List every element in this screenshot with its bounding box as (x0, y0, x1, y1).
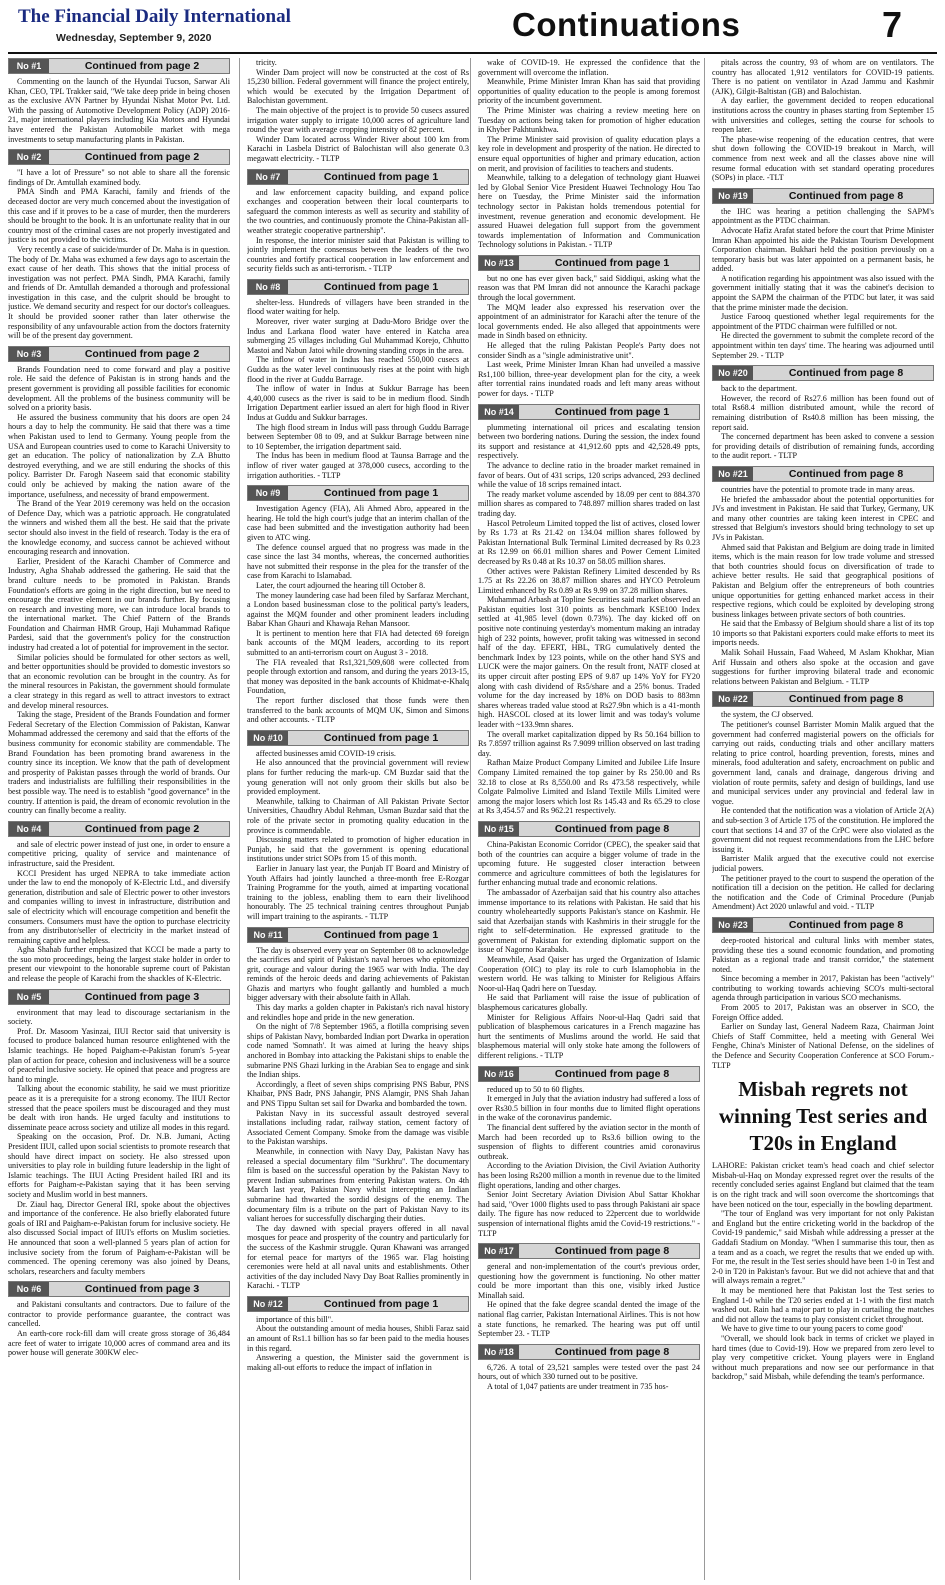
article-body (247, 749, 469, 922)
continuation-number: No #9 (248, 486, 288, 500)
article-paragraph: the system, the CJ observed. (721, 710, 814, 720)
article-body (8, 1300, 230, 1358)
continuation-number: No #18 (479, 1345, 519, 1359)
column-divider (704, 58, 705, 1580)
article-paragraph: reduced up to 50 to 60 flights. (487, 1084, 585, 1094)
continued-from-label: Continued from page 2 (84, 60, 200, 72)
article-paragraph: Earlier, President of the Karachi Chamber of Commerce and Industry, Agha Shahab addressed the gathering. He said that the brand culture needs to be promoted in Pakistan. Brands Foundation's efforts are going in the right direction, but we need to encourage the creative element in our brands further. By focusing on research and investing more, we can introduce local brands to the international market. The Chief Pattern of the Brands Foundation and Chairman HMR Group, Haji Muhammad Rafique Pardesi, said that the government's policy for the construction industry had created a lot of potential for improvement in the sector. (8, 556, 230, 653)
article-paragraph: The Indus has been in medium flood at Taunsa Barrage and the inflow of river water gauged at 378,000 cusecs, according to the irrigation authorities. - TLTP (247, 451, 469, 480)
article-paragraph: back to the department. (721, 384, 797, 394)
continuation-number: No #13 (479, 256, 519, 270)
continuation-number: No #21 (713, 467, 753, 481)
article-paragraph: In response, the interior minister said that Pakistan is willing to jointly implement the consensus between the leaders of the two countries and fortify practical cooperation in law enforcement and security fields such as anti-terrorism. - TLTP (247, 235, 469, 274)
article-paragraph: The day is observed every year on September 08 to acknowledge the sacrifices and spirit of Pakistan's naval heroes who epitomized grit, courage and valour during the 1965 war with India. The day reminds of the heroic deeds and daring achievements of Pakistan Ghazis and martyrs who fought gallantly and humbled a much bigger adversary with their absolute faith in Allah. (247, 945, 469, 1003)
article-paragraph: Hascol Petroleum Limited topped the list of actives, closed lower by Rs 1.73 at Rs 21.42 on 134.04 million shares followed by Pakistan International Bulk Terminal Limited decreased by Rs 0.23 at Rs 12.99 on 66.01 million shares and Power Cement Limited decreased by Rs 0.48 at Rs 10.37 on 58.05 million shares. (478, 518, 700, 566)
article-paragraph: A total of 1,047 patients are under treatment in 735 hos- (487, 1382, 669, 1392)
article-paragraph: Meanwhile, Prime Minister Imran Khan has said that providing opportunities of quality education to the people is among foremost priority of the incumbent government. (478, 77, 700, 106)
article-body (478, 1262, 700, 1339)
article-paragraph: The ambassador of Azerbaijan said that his country also attaches immense importance to its relations with Pakistan. He said that his country wholeheartedly supports Pakistan's stance on Kashmir. He said that Azerbaijan stands with Kashmiris in their struggle for the right to self-determination. He expressed gratitude to the government of Pakistan for extending diplomatic support on the issue of Nagorno Karabakh. (478, 887, 700, 955)
continuation-article (247, 485, 469, 725)
article-body (8, 365, 230, 816)
continuation-article (712, 691, 934, 911)
continuation-number: No #22 (713, 692, 753, 706)
continued-from-label: Continued from page 1 (554, 405, 670, 418)
article-paragraph: Pakistan Navy in its successful assault destroyed several installations including radar, railway station, cement factory of Associated Cement Company. Smoke from the damage was visible to the Pakistan warships. (247, 1108, 469, 1147)
article-paragraph: Answering a question, the Minister said the government is making all-out efforts to reduce the impact of inflation in (247, 1353, 469, 1372)
article-paragraph: This day marks a golden chapter in Pakistan's rich naval history and rekindles hope and pride in the new generation. (247, 1003, 469, 1022)
article-body (478, 58, 700, 250)
article-paragraph: The FIA revealed that Rs1,321,509,608 were collected from people through extortion and ransom, and during the years 2013-15, that money was deposited in the bank accounts of Khidmat-e-Khalq Foundation, (247, 657, 469, 696)
article-paragraph: Last week, Prime Minister Imran Khan had unveiled a massive Rs1,100 billion, three-year development plan for the city, a week after torrential rains inundated roads and left many areas without power for days. - TLTP (478, 360, 700, 398)
continued-from-label: Continued from page 2 (84, 151, 200, 164)
article-paragraph: pitals across the country, 93 of whom are on ventilators. The country has allocated 1,912 ventilators for COVID-19 patients. There is no patient on ventilator in Azad Jammu and Kashmir (AJK), Gilgit-Baltistan (GB) and Balochistan. (712, 58, 934, 96)
issue-date: Wednesday, September 9, 2020 (56, 32, 212, 44)
continuation-number: No #16 (479, 1067, 519, 1081)
continued-from-label: Continued from page 8 (788, 189, 904, 202)
continued-from-label: Continued from page 1 (323, 928, 439, 941)
article-paragraph: From 2005 to 2017, Pakistan was an observer in SCO, the Foreign Office added. (712, 1003, 934, 1022)
continuation-number: No #1 (9, 59, 49, 73)
continuation-number: No #7 (248, 170, 288, 184)
continuation-article (478, 1243, 700, 1339)
article-paragraph: Meanwhile, in connection with Navy Day, Pakistan Navy has released a special documentary film "Surkhru". The documentary film is based on the successful operation by the Pakistan Navy to prevent Indian submarines from entering Pakistan waters. On 4th March last year, Pakistan Navy whilst intercepting an Indian submarine had thwarted the sordid designs of the enemy. The documentary film is a tribute on the part of Pakistan Navy to its valiant heroes for successfully discharging their duties. (247, 1146, 469, 1224)
article-paragraph: Discussing matters related to promotion of higher education in Punjab, he said that the government is opening educational institutions under strict SOPs from 15 of this month. (247, 835, 469, 864)
article-paragraph: Taking the stage, President of the Brands Foundation and former Federal Secretary of the Election Commission of Pakistan, Kanwar Mohammad addressed the ceremony and said that the efforts of the business community for economic stability are commendable. The Brand Foundation has been promoting brand awareness in the country since its inception. We know that the path of development and prosperity of Pakistan passes through the world of brands. Our traders and industrialists are fulfilling their responsibilities in the best possible way. The need is to establish "good governance" in the country. If attention is paid, the dream of economic revolution in the country can finally become a reality. (8, 710, 230, 816)
continuation-header (8, 58, 230, 74)
article-paragraph: The report further disclosed that those funds were then transferred to the bank accounts of MQM UK, Simon and Simons and other accounts. - TLTP (247, 696, 469, 725)
continuation-header (712, 365, 934, 381)
continuation-number: No #20 (713, 366, 753, 380)
article-paragraph: The Prime Minister was chairing a review meeting here on Tuesday on actions being taken for promotion of higher education in Khyber Pakhtunkhwa. (478, 105, 700, 135)
continuation-article (247, 279, 469, 480)
continuation-header (8, 1281, 230, 1297)
continued-from-label: Continued from page 1 (323, 487, 439, 500)
article-body (712, 936, 934, 1070)
feature-paragraph: It may be mentioned here that Pakistan lost the Test series to England 1-0 while the T20 series ended at 1-1 with the first match washed out. Rain had a major part to play in curtailing the matches and did not allow the teams to play consistent cricket throughout. (712, 1285, 934, 1324)
continuation-header (8, 821, 230, 837)
continuation-article (8, 821, 230, 984)
article-paragraph: A day earlier, the government decided to reopen educational institutions across the country in phases starting from September 15 with universities and colleges, setting the course for schools to reopen later. (712, 96, 934, 135)
article-paragraph: China-Pakistan Economic Corridor (CPEC), the speaker said that both of the countries can acquire a bigger volume of trade in the upcoming future. He suggested closer interaction between commerce and agriculture committees of both the legislatures for further enhancing mutual trade and economic relations. (478, 839, 700, 888)
article-paragraph: About the outstanding amount of media houses, Shibli Faraz said an amount of Rs1.1 billion has so far been paid to the media houses in this regard. (247, 1324, 469, 1353)
continuation-header (478, 1243, 700, 1259)
article-body (478, 274, 700, 399)
article-body (8, 840, 230, 984)
article-paragraph: The concerned department has been asked to convene a session for providing details of distribution of remaining funds, according to the audit report. - TLTP (712, 432, 934, 461)
continuation-header (478, 1066, 700, 1082)
article-body (247, 504, 469, 725)
article-body (8, 1008, 230, 1277)
continuation-number: No #8 (248, 280, 288, 294)
feature-article (712, 1076, 934, 1382)
article-paragraph: On the night of 7/8 September 1965, a flotilla comprising seven ships of Pakistan Navy, bombarded Indian port Dwarka in operation code named 'Somnath'. It was aimed at luring the heavy ships anchored in Bombay into attacking the Pakistani ships to enable the submarine PNS Ghazi lurking in the Arabian Sea to engage and sink the Indian ships. (247, 1022, 469, 1080)
article-body (247, 298, 469, 480)
article-body (8, 168, 230, 341)
continued-from-label: Continued from page 8 (788, 467, 904, 480)
article-paragraph: The high flood stream in Indus will pass through Guddu Barrage between September 08 to 09, and at Sukkur Barrage between nine to 10 September, the irrigation department said. (247, 422, 469, 451)
article-body (247, 58, 469, 164)
continuation-article (247, 1296, 469, 1373)
article-paragraph: The main objective of the project is to provide 50 cusecs assured irrigation water supply to irrigate 10,000 acres of agriculture land round the year with average cropping intensity of 82 percent. (247, 105, 469, 135)
article-paragraph: Other actives were Pakistan Refinery Limited descended by Rs 1.75 at Rs 22.26 on 38.87 million shares and HYCO Petroleum Limited enhanced by Rs 0.89 at Rs 9.99 on 37.28 million shares. (478, 566, 700, 595)
continuation-header (247, 279, 469, 295)
continuation-article (478, 58, 700, 250)
continuation-number: No #5 (9, 990, 49, 1004)
continuation-header (8, 989, 230, 1005)
article-paragraph: 6,726. A total of 23,521 samples were tested over the past 24 hours, out of which 330 turned out to be positive. (478, 1362, 700, 1382)
continued-from-label: Continued from page 1 (554, 256, 670, 269)
article-paragraph: Meanwhile, talking to Chairman of All Pakistan Private Sector Universities, Chaudhry Abdul Rehman, Usman Buzdar said that the role of the private sector in promoting quality education in the province is commendable. (247, 796, 469, 835)
article-paragraph: Later, the court adjourned the hearing till October 8. (256, 580, 426, 590)
column-3 (478, 58, 700, 1582)
article-paragraph: He opined that the fake degree scandal dented the image of the national flag carrier, Pakistan International Airlines. This is not how a state functions, he remarked. The hearing was put off until September 23. - TLTP (478, 1300, 700, 1339)
column-1 (8, 58, 230, 1582)
continuation-header (712, 691, 934, 707)
article-paragraph: Advocate Hafiz Arafat stated before the court that Prime Minister Imran Khan appointed his aide the Pakistan Tourism Development Corporation chairman. Bukhari held the position previously on a temporary basis but was later appointed on a permanent basis, he added. (712, 225, 934, 274)
continuation-number: No #4 (9, 822, 49, 836)
article-paragraph: The defence counsel argued that no progress was made in the case since the last 34 months, whereas, the concerned authorities have not submitted their response in the plea for the transfer of the case from Karachi to Islamabad. (247, 542, 469, 581)
continued-from-label: Continued from page 1 (323, 1297, 439, 1310)
continuation-number: No #11 (248, 928, 288, 942)
continuation-article (8, 58, 230, 144)
article-paragraph: The Prime Minister said provision of quality education plays a key role in development and prosperity of the nation. He directed to ensure equal opportunities of higher and primary education, action on merit, and provision of facilities to teachers and students. (478, 134, 700, 173)
article-paragraph: Dr. Ziaul haq, Director General IRI, spoke about the objectives and importance of the conference. He also briefly elaborated future goals of IRI and Paigham-e-Pakistan forum for inclusive society. He also discussed Social impact of IIUI's efforts on Muslim societies. He announced that soon a well-planned 5 years plan of action for inclusive society from the forum of Paigham-e-Pakistan will be commenced. The opening ceremony was also joined by Deans, scholars, researchers and faculty members (8, 1199, 230, 1276)
article-paragraph: The inflow of water in Indus has reached 550,000 cusecs at Guddu as the water level continuously rises at the point with high flood in the river at Guddu Barrage. (247, 355, 469, 384)
continuation-article (712, 58, 934, 183)
continuation-header (247, 1296, 469, 1312)
article-paragraph: The petitioner's counsel Barrister Momin Malik argued that the government had conferred magisterial powers on the officials for carrying out raids, conducting trials and other ancillary matters relating to price control, hoarding prevention, forests, mines and minerals, food adulteration and safety, encroachment on public and government land, canals and drainage, dangerous driving and violation of route permits, safety and design of buildings, land use and municipal services under any provincial and federal law in vogue. (712, 720, 934, 806)
article-paragraph: Ahmed said that Pakistan and Belgium are doing trade in limited items, which is the main reason for low trade volume and stressed that both countries should focus on diversification of trade to achieve better results. He said that geographical positions of Pakistan and Belgium offer the entrepreneurs of both countries unique opportunities for getting enhanced market access in their respective regions, which could be exploited by developing strong business linkages between private sectors of both countries. (712, 542, 934, 619)
article-paragraph: The day dawned with special prayers offered in all naval mosques for peace and prosperity of the country and particularly for the success of the Kashmir struggle. Quran Khawani was arranged for eternal peace for martyrs of the 1965 war. Flag hoisting ceremonies were held at all naval units and establishments. Other activities of the day included Navy Day Boat Rallies prominently in Karachi. - TLTP (247, 1223, 469, 1291)
continuation-number: No #23 (713, 918, 753, 932)
article-paragraph: The money laundering case had been filed by Sarfaraz Merchant, a London based businessman close to the political party's leaders, against the MQM founder and other prominent leaders including Babar Khan Ghauri and Khawaja Rehan Mansoor. (247, 590, 469, 629)
continuation-header (8, 346, 230, 362)
continuation-header (478, 255, 700, 271)
continued-from-label: Continued from page 2 (84, 822, 200, 835)
feature-paragraph: "The tour of England was very important for not only Pakistan and England but the entire cricketing world in the backdrop of the Covid-19 pandemic," said Misbah while addressing a presser at the Gaddafi Stadium on Monday. "When I summarise this tour, then as a team and as a coach, we regret the results that we ended up with. For me, the result in the Test series should have been 1-0 in Test and 2-0 in T20 in Pakistan's favour. But we did not achieve that and that will always remain a regret." (712, 1209, 934, 1286)
page-number: 7 (882, 4, 903, 45)
article-paragraph: He contended that the notification was a violation of Article 2(A) and sub-section 3 of Article 175 of the constitution. He implored the court that sections 14 and 37 of the CrPC were also violated as the government did not request recommendations from the LHC before issuing it. (712, 806, 934, 854)
continuation-article (247, 730, 469, 922)
continued-from-label: Continued from page 2 (84, 347, 200, 360)
article-paragraph: environment that may lead to discourage sectarianism in the society. (8, 1007, 230, 1027)
continuation-header (247, 169, 469, 185)
article-paragraph: The petitioner prayed to the court to suspend the operation of the notification till a decision on the petition. He called for declaring the notification and the Code of Criminal Procedure (Punjab Amendment) Act 2020 unlawful and void. - TLTP (712, 873, 934, 912)
continuation-header (478, 821, 700, 837)
continuation-number: No #19 (713, 189, 753, 203)
article-body (247, 1315, 469, 1373)
continuation-header (247, 485, 469, 501)
continued-from-label: Continued from page 8 (554, 1345, 670, 1358)
article-paragraph: Meanwhile, Asad Qaiser has urged the Organization of Islamic Cooperation (OIC) to play its role to curb Islamophobia in the western world. He was talking to Minister for Religious Affairs Noor-ul-Haq Qadri here on Tuesday. (478, 955, 700, 993)
article-paragraph: Barrister Malik argued that the executive could not exercise judicial powers. (712, 854, 934, 873)
article-body (247, 188, 469, 274)
continuation-number: No #15 (479, 822, 519, 836)
continuation-article (712, 917, 934, 1070)
article-paragraph: Senior Joint Secretary Aviation Division Abul Sattar Khokhar had said, "Over 1000 flights used to pass through Pakistani air space daily. The figure has now reduced to 22percent due to worldwide suspension of international flights amid the Covid-19 restrictions." - TLTP (478, 1190, 700, 1238)
article-body (712, 207, 934, 361)
article-paragraph: Moreover, river water surging at Dadu-Moro Bridge over the Indus and Larkana flood water have entered in Katcha area submerging 25 villages including Gul Muhammad Korejo, Chhutto Mastoi and Nabun Jatoi while drowning standing crops in the area. (247, 317, 469, 355)
article-paragraph: The ready market volume ascended by 18.09 per cent to 884.370 million shares as compared to 748.897 million shares traded on last trading day. (478, 489, 700, 518)
column-divider (470, 58, 471, 1580)
continuation-header (712, 917, 934, 933)
article-paragraph: Muhammad Arbash at Topline Securities said market observed an Pakistan equities lost 310 points as benchmark KSE100 Index settled at 41,985 level (down 0.73%). The day kicked off on positive note continuing yesterday's momentum making an intraday high of 232 points, however, profit taking was witnessed in second half of the day. EFERT, HBL, TRG cumulatively dented the benchmark Index by 123 points, while on the other hand SYS and LUCK were the major gainers. On the result front, NATF closed at its upper circuit after posting EPS of 9.87 up 14% YoY for FY20 along with cash dividend of Rs5/share and a 25% bonus. Traded volume for the day increased by 18% on DOD basis to 883mn shares whereas traded value stood at Rs27.9bn which is a 41-month high. HASCOL closed at its lower limit and was today's volume leader with ~133.9mn shares. (478, 595, 700, 729)
article-paragraph: and Pakistani consultants and contractors. Due to failure of the contractor to provide performance guarantee, the contract was cancelled. (8, 1300, 230, 1329)
article-paragraph: An earth-core rock-fill dam will create gross storage of 36,484 acre feet of water to irrigate 10,000 acres of command area and its power house will generate 300KW elec- (8, 1329, 230, 1358)
article-paragraph: affected businesses amid COVID-19 crisis. (256, 748, 396, 758)
column-4-articles (712, 58, 934, 1070)
article-paragraph: Rafhan Maize Product Company Limited and Jubilee Life Insure Company Limited remained the top gainer by Rs 250.00 and Rs 32.18 to close at Rs 8,550.00 and Rs 473.58 respectively, while Colgate Palmolive Limited and Island Textile Mills Limited were among the major losers which lost Rs 145.43 and Rs 65.29 to close at Rs 3,454.57 and Rs 962.21 respectively. (478, 758, 700, 816)
continued-from-label: Continued from page 8 (554, 1067, 670, 1080)
continuation-article (478, 404, 700, 816)
article-paragraph: Investigation Agency (FIA), Ali Ahmed Abro, appeared in the hearing. He told the high court's judge that an interim challan of the case had been submitted and the investigation authority had been given to ATC wing. (247, 504, 469, 542)
article-paragraph: Justice Farooq questioned whether legal requirements for the appointment of the PTDC chairman were fulfilled or not. (712, 312, 934, 331)
article-paragraph: Commenting on the launch of the Hyundai Tucson, Sarwar Ali Khan, CEO, TPL Trakker said, "We take deep pride in being chosen as the exclusive AVN Partner by Hyundai Nishat Motor Pvt. Ltd. With the passing of Automotive Development Policy (ADP) 2016-21, major international players including Kia Motors and Hyundai have entered the Pakistan Automobile market with mega investments to setup manufacturing plants in Pakistan. (8, 77, 230, 144)
article-paragraph: He also announced that the provincial government will review plans for further reducing the mark-up. CM Buzdar said that the young generation will not only groom their skills but also be provided employment. (247, 758, 469, 797)
article-paragraph: Since becoming a member in 2017, Pakistan has been "actively" contributing to working towards achieving SCO's multi-sectoral agenda through participation in various SCO mechanisms. (712, 974, 934, 1003)
column-2 (247, 58, 469, 1582)
article-paragraph: Accordingly, a fleet of seven ships comprising PNS Babur, PNS Khaibar, PNS Badr, PNS Jahangir, PNS Alamgir, PNS Shah Jahan and PNS Tippu Sultan set sail for Dwarka and bombarded the town. (247, 1079, 469, 1108)
continuation-number: No #2 (9, 150, 49, 164)
article-paragraph: Brands Foundation need to come forward and play a positive role. He said the defence of Pakistan is in strong hands and the present government is providing all possible facilities for economic development. All the problems of the business community will be solved on a priority basis. (8, 364, 230, 413)
article-body (478, 840, 700, 1061)
article-body (712, 485, 934, 686)
article-body (712, 384, 934, 461)
continuation-number: No #12 (248, 1297, 288, 1311)
article-paragraph: plummeting international oil prices and escalating tension between two bordering nations. During the session, the index found its support and resistance at 41,912.60 ppts and 42,528.49 ppts, respectively. (478, 422, 700, 461)
article-paragraph: Prof. Dr. Masoom Yasinzai, IIUI Rector said that university is focused to produce balanced human resource enlightened with the Islamic teachings. He hoped Paigham-e-Pakistan forum's 5-year plan of action for peace, cohesion and inclusiveness will be a source of peaceful inclusive society. He opined that peace and progress are hand to mingle. (8, 1026, 230, 1084)
continuation-article (8, 149, 230, 341)
article-paragraph: importance of this bill". (256, 1314, 334, 1324)
article-paragraph: Winder Dam located across Winder River about 100 km from Karachi in Lasbela District of Balochistan will also generate 0.3 megawatt electricity. - TLTP (247, 134, 469, 163)
article-paragraph: Earlier on Sunday last, General Nadeem Raza, Chairman Joint Chiefs of Staff Committee, held a meeting with General Wei Fenghe, China's Minister of National Defense, on the sidelines of the Defence and Security Cooperation Conference at SCO Forum.- TLTP (712, 1022, 934, 1070)
feature-paragraph: We have to give time to our young pacers to come good' (721, 1324, 904, 1334)
continuation-article (712, 466, 934, 686)
continuation-article (247, 58, 469, 164)
article-paragraph: countries have the potential to promote trade in many areas. (721, 484, 915, 494)
article-paragraph: The inflow of water in Indus at Sukkur Barrage has been 4,40,000 cusecs as the river is said to be in medium flood. Sindh Irrigation Department earlier issued an alert for high flood in River Indus at Guddu and Sukkur barrages. (247, 384, 469, 422)
continuation-header (247, 927, 469, 943)
masthead-rule (8, 52, 937, 54)
article-body (712, 58, 934, 183)
continuation-article (247, 927, 469, 1291)
continued-from-label: Continued from page 8 (788, 693, 904, 706)
newspaper-name: The Financial Daily International (18, 6, 291, 27)
article-body (8, 77, 230, 144)
article-paragraph: but no one has ever given back," said Siddiqui, asking what the reason was that PM Imran did not announce the Karachi package through the local government. (478, 273, 700, 303)
article-paragraph: Talking about the economic stability, he said we must prioritize peace as it is a prerequisite for a strong economy. The IIUI Rector stressed that the peace spoilers must be discouraged and they must be dealt with iron hands. He urged faculty and institutions to disseminate peace across society and utilize all modes in this regard. (8, 1084, 230, 1132)
article-body (478, 423, 700, 816)
article-paragraph: Malik Sohail Hussain, Faad Waheed, M Aslam Khokhar, Mian Arif Hussain and others also spoke at the occasion and gave suggestions for further improving bilateral trade and economic relations between Pakistan and Belgium. - TLTP (712, 648, 934, 686)
continuation-header (712, 466, 934, 482)
continuation-article (478, 1066, 700, 1239)
continuation-number: No #6 (9, 1282, 49, 1296)
feature-headline: Misbah regrets not winning Test series and T20s in England (718, 1077, 928, 1156)
continuation-article (8, 989, 230, 1277)
article-paragraph: The MQM leader also expressed his reservation over the appointment of an administrator for Karachi after the tenure of the local governments ended. He also alleged that appointments were made in Sindh based on ethnicity. (478, 302, 700, 341)
article-paragraph: According to the Aviation Division, the Civil Aviation Authority has been losing Rs200 million a month in revenue due to the limited flight operations, landing and other charges. (478, 1161, 700, 1190)
article-body (712, 710, 934, 911)
continuation-article (247, 169, 469, 274)
continued-from-label: Continued from page 8 (788, 918, 904, 931)
article-paragraph: tricity. (256, 58, 277, 67)
continued-from-label: Continued from page 8 (554, 1245, 670, 1258)
article-paragraph: Speaking on the occasion, Prof. Dr. N.B. Jumani, Acting President IIUI, called upon social scientists to promote research that should have direct impact on society. He also stressed upon universities to play role in building future leadership in the light of Islamic teachings. The IIUI Acting President hailed IRI and its efforts for Paigham-e-Pakistan saying that it has been serving society and Muslim world in best manners. (8, 1132, 230, 1199)
article-paragraph: It is pertinent to mention here that FIA had detected 69 foreign bank accounts of the MQM leaders, according to its report submitted to an anti-terrorism court on August 3 - 2018. (247, 628, 469, 658)
continuation-header (712, 188, 934, 204)
article-body (247, 946, 469, 1291)
article-paragraph: Agha Shahab further emphasized that KCCI be made a party to the suo moto proceedings, being the largest stake holder in order to present our viewpoint to the honorable supreme court of Pakistan and release the people of Karachi from the shackles of K-Electric. (8, 945, 230, 984)
continuation-number: No #17 (479, 1244, 519, 1258)
continued-from-label: Continued from page 8 (554, 822, 670, 835)
article-paragraph: Similar policies should be formulated for other sectors as well, and better opportunities should be provided to domestic investors so that an economic revolution can be brought in the country. As for the mineral resources in Pakistan, the government should formulate a clear strategy in this regard as well to attract investors to extract and develop mineral resources. (8, 652, 230, 710)
continuation-number: No #3 (9, 347, 49, 361)
article-paragraph: wake of COVID-19. He expressed the confidence that the government will overcome the inflation. (478, 58, 700, 77)
article-paragraph: Meanwhile, talking to a delegation of technology giant Huawei led by Global Senior Vice President Huawei Technology Hou Tao here on Tuesday, the Prime Minister said the information technology sector in Pakistan holds tremendous potential for investment, revenue generation and economic development. He assured Huawei delegation full support from the government towards implementation of Information and Communication Technology solutions in Pakistan. - TLTP (478, 173, 700, 250)
article-paragraph: Earlier in January last year, the Punjab IT Board and Ministry of Youth Affairs had jointly launched a three-month free E-Rozgar Training Programme for the youth, aimed at imparting vocational training to the jobless, enabling them to earn their livelihood honourably. The 25 technical training centres throughout Punjab will impart training to the aspirants. - TLTP (247, 863, 469, 921)
continuation-header (247, 730, 469, 746)
continuation-header (8, 149, 230, 165)
section-title: Continuations (512, 6, 741, 43)
article-paragraph: Winder Dam project will now be constructed at the cost of Rs 15,230 billion. Federal government will finance the project entirely, which would be executed by the Irrigation Department of Balochistan government. (247, 67, 469, 106)
article-paragraph: The Brand of the Year 2019 ceremony was held on the occasion of Defence Day, which was a patriotic approach. He congratulated the winners and wished them all the best. He said that the private sector should also invest in the field of research. Today is the era of the knowledge economy, and success cannot be achieved without encouraging research and innovation. (8, 499, 230, 557)
continuation-header (478, 1344, 700, 1360)
article-paragraph: deep-rooted historical and cultural links with member states, providing these ties a sound economic foundation, and promoting Pakistan as a regional trade and transit corridor," the statement noted. (712, 935, 934, 974)
article-paragraph: and law enforcement capacity building, and expand police exchanges and cooperation between their local counterparts to safeguard the common interests as well as security and stability of the two countries, and continuously promote the China-Pakistan all-weather strategic cooperative partnership". (247, 187, 469, 235)
article-paragraph: He assured the business community that his doors are open 24 hours a day to help the community. He said that there was a time when Pakistan used to lend to Germany. Young people from the USA and European countries used to come to Karachi University to get an education. The policy of nationalization by Z.A Bhutto destroyed everything, and we are still enduring the shocks of this policy. Barrister Dr. Farogh Naseem said that economic stability could only be achieved by making the nation aware of the importance, usefulness, and necessity of brand empowerment. (8, 412, 230, 499)
article-paragraph: The overall market capitalization dipped by Rs 50.164 billion to Rs 7.8597 trillion against Rs 7.9099 trillion observed on last trading day. (478, 729, 700, 758)
continued-from-label: Continued from page 1 (323, 280, 439, 293)
article-paragraph: general and non-implementation of the court's previous order, questioning how the government is functioning. No other matter could be more important than this one, visibly irked Justice Minallah said. (478, 1262, 700, 1300)
article-paragraph: The phase-wise reopening of the education centres, that were shut down following the COVID-19 breakout in March, will commence from next week and all the classes above nine will resume formal education with set standard operating procedures (SOPs) in place. -TLT (712, 134, 934, 183)
article-paragraph: "I have a lot of Pressure" so not able to share all the forensic findings of Dr. Amtullah examined body. (8, 168, 230, 187)
continued-from-label: Continued from page 3 (84, 990, 200, 1003)
article-paragraph: the IHC was hearing a petition challenging the SAPM's appointment as the PTDC chairman. (712, 206, 934, 226)
continuation-article (8, 1281, 230, 1358)
article-body (478, 1363, 700, 1392)
continuation-header (478, 404, 700, 420)
article-paragraph: KCCI President has urged NEPRA to take immediate action under the law to end the monopoly of K-Electric Ltd., and diversify generation, distribution and sale of Electric power to other investors and companies willing to invest in infrastructure, distribution and sale of electricity which will encourage competition and benefit the consumers. Consumers must have the option to purchase electricity from any distributor/seller of electricity in the market instead of remaining captive and helpless. (8, 868, 230, 945)
article-paragraph: He said that the Embassy of Belgium should share a list of its top 10 imports so that Pakistani exporters could make efforts to meet its imports needs. (712, 619, 934, 648)
article-paragraph: shelter-less. Hundreds of villagers have been stranded in the flood water waiting for help. (247, 297, 469, 317)
continuation-article (712, 365, 934, 461)
column-divider (239, 58, 240, 1580)
continuation-article (8, 346, 230, 816)
continuation-number: No #10 (248, 731, 288, 745)
article-body (478, 1085, 700, 1239)
article-paragraph: However, the record of Rs27.6 million has been found out of total Rs68.4 million distributed amount, while the record of remaining distribution of Rs40.8 million has been missing, the report said. (712, 393, 934, 432)
article-paragraph: He said that Parliament will raise the issue of publication of blasphemous caricatures globally. (478, 993, 700, 1013)
article-paragraph: He briefed the ambassador about the potential opportunities for JVs and investment in Pakistan. He said that Turkey, Germany, UK and many other countries are taking keen interest in CPEC and stressed that Belgium's investors should bring technology to set up JVs in Pakistan. (712, 494, 934, 542)
continued-from-label: Continued from page 8 (788, 367, 904, 380)
feature-paragraph: "Overall, we should look back in terms of cricket we played in hard times (due to Covid-19). How we prepared from zero level to play very competitive cricket. Young players were in England without much preparations and now see our performance in that backdrop," said Misbah, while defending the team's performance. (712, 1333, 934, 1382)
article-paragraph: A notification regarding his appointment was also issued with the government initially stating that it was the cabinet's decision to appoint the SAPM the chairman of the PTDC but later, it was said that the prime minister made the decision. (712, 273, 934, 312)
continuation-number: No #14 (479, 405, 519, 419)
article-paragraph: The financial dent suffered by the aviation sector in the month of March had been recorded up to Rs3.6 billion owing to the suspension of flights to different countries amid coronavirus outbreak. (478, 1122, 700, 1161)
column-4 (712, 58, 934, 1582)
feature-paragraph: LAHORE: Pakistan cricket team's head coach and chief selector Misbah-ul-Haq on Monday expressed regret over the results of the recently concluded series against England but claimed that the team is on the right track and will soon overcome the shortcomings that have been noticed on the tour, especially in the bowling department. (712, 1161, 934, 1209)
article-paragraph: He alleged that the ruling Pakistan People's Party does not consider Sindh as a "single administrative unit". (478, 341, 700, 360)
article-paragraph: It emerged in July that the aviation industry had suffered a loss of over Rs30.5 billion in four months due to limited flight operations in the wake of the coronavirus pandemic. (478, 1094, 700, 1123)
continued-from-label: Continued from page 1 (323, 170, 439, 183)
masthead (0, 0, 945, 50)
article-paragraph: Minister for Religious Affairs Noor-ul-Haq Qadri said that publication of blasphemous caricatures in a French magazine has hurt the sentiments of Muslims around the world. He said that blasphemous material will only stoke hate among the followers of different religions. - TLTP (478, 1012, 700, 1060)
article-paragraph: and sale of electric power instead of just one, in order to ensure a competitive pricing, quality of service and maintenance of infrastructure, said the President. (8, 839, 230, 868)
continued-from-label: Continued from page 3 (84, 1283, 200, 1296)
article-paragraph: He directed the government to submit the complete record of the appointment within ten days' time. The hearing was adjourned until September 29. - TLTP (712, 331, 934, 360)
feature-body (712, 1161, 934, 1382)
article-paragraph: Very recently a case of suicide/murder of Dr. Maha is in question. The body of Dr. Maha was exhumed a few days ago to ascertain the exact cause of her death. This shows that the initial process of investigation was not perfect. PMA Sindh, PMA Karachi, family and friends of Dr. Amtullah demanded a thorough and professional investigation in this case, and the culprit should be brought to justice. We demand security and respect for our doctor's colleagues. It should be provided sooner rather than later otherwise the responsibility of any unfavourable action from the doctors fraternity will be of the present day government. (8, 244, 230, 341)
continuation-article (478, 821, 700, 1061)
article-paragraph: The advance to decline ratio in the broader market remained in favor of bears. Out of 431 scrips, 120 scrips advanced, 293 declined while the value of 18 scrips remained intact. (478, 460, 700, 490)
continuation-article (478, 1344, 700, 1392)
continued-from-label: Continued from page 1 (323, 731, 439, 744)
continuation-article (478, 255, 700, 399)
continuation-article (712, 188, 934, 361)
article-paragraph: PMA Sindh and PMA Karachi, family and friends of the deceased doctor are very much concerned about the investigation of this case and if it proves to be a case of murder, then the murderers should be brought to the book. It is an unfortunate reality that in our country most of the criminal cases are not properly investigated and justice is not provided to the victims. (8, 187, 230, 245)
